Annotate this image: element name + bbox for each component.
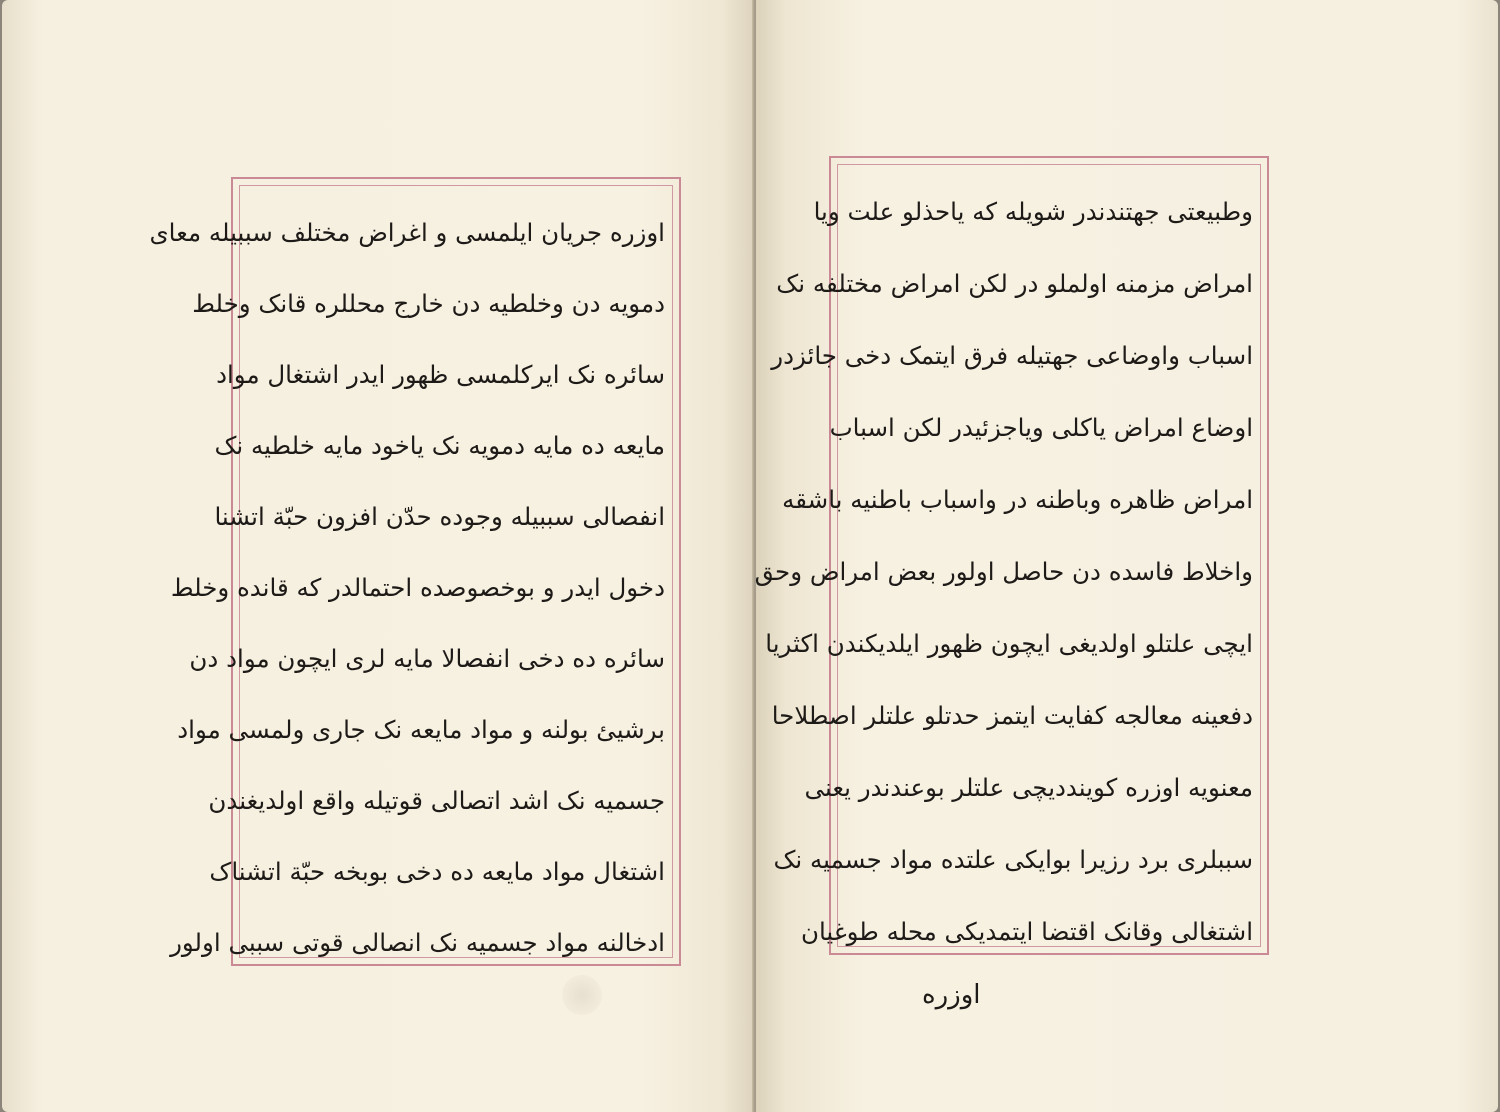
right-text-block xyxy=(754,176,1253,946)
left-page xyxy=(2,0,754,1112)
right-page xyxy=(756,0,1498,1112)
text-line: ایچی علتلو اولدیغی ایچون ظهور ایلدیکندن اکثریا xyxy=(765,629,1253,658)
text-line: جسمیه نک اشد اتصالی قوتیله واقع اولدیغندن xyxy=(208,786,665,815)
text-line: دمویه دن وخلطیه دن خارج محللره قانک وخلط xyxy=(192,289,665,318)
right-text-frame xyxy=(754,156,1269,955)
text-line: اسباب واوضاعی جهتیله فرق ایتمک دخی جائزدر xyxy=(771,341,1253,370)
text-line: معنویه اوزره کوینددیچی علتلر بوعندندر یعنی xyxy=(804,773,1253,802)
text-line: واخلاط فاسده دن حاصل اولور بعض امراض وحق xyxy=(754,557,1253,586)
paper-stain xyxy=(562,975,602,1015)
text-line: اوضاع امراض یاکلی ویاجزئیدر لکن اسباب xyxy=(829,413,1253,442)
left-text-block xyxy=(149,197,665,957)
text-line: اشتغال مواد مایعه ده دخی بوبخه حبّة اتشناک xyxy=(209,857,665,886)
left-text-frame xyxy=(149,177,681,966)
text-line: دخول ایدر و بوخصوصده احتمالدر که قانده وخلط xyxy=(170,573,665,602)
text-line: اشتغالی وقانک اقتضا ایتمدیکی محله طوغیان xyxy=(800,917,1253,946)
catchword: اوزره xyxy=(922,980,981,1010)
text-line: مایعه ده مایه دمویه نک یاخود مایه خلطیه نک xyxy=(214,431,665,460)
text-line: سببلری برد رزیرا بوایکی علتده مواد جسمیه نک xyxy=(773,845,1253,874)
text-line: وطبیعتی جهتندندر شویله که یاحذلو علت ویا xyxy=(813,197,1253,226)
text-line: انفصالی سببیله وجوده حدّن افزون حبّة اتشنا xyxy=(214,502,665,531)
text-line: امراض ظاهره وباطنه در واسباب باطنیه باشقه xyxy=(782,485,1253,514)
text-line: امراض مزمنه اولملو در لکن امراض مختلفه نک xyxy=(776,269,1253,298)
text-line: سائره ده دخی انفصالا مایه لری ایچون مواد دن xyxy=(189,644,665,673)
text-line: برشیئ بولنه و مواد مایعه نک جاری ولمسی مواد xyxy=(177,715,665,744)
text-line: ادخالنه مواد جسمیه نک انصالی قوتی سببی اولور xyxy=(170,928,665,957)
text-line: دفعینه معالجه کفایت ایتمز حدتلو علتلر اصطلاحا xyxy=(771,701,1253,730)
text-line: اوزره جریان ایلمسی و اغراض مختلف سببیله معای xyxy=(149,218,665,247)
text-line: سائره نک ایرکلمسی ظهور ایدر اشتغال مواد xyxy=(216,360,665,389)
